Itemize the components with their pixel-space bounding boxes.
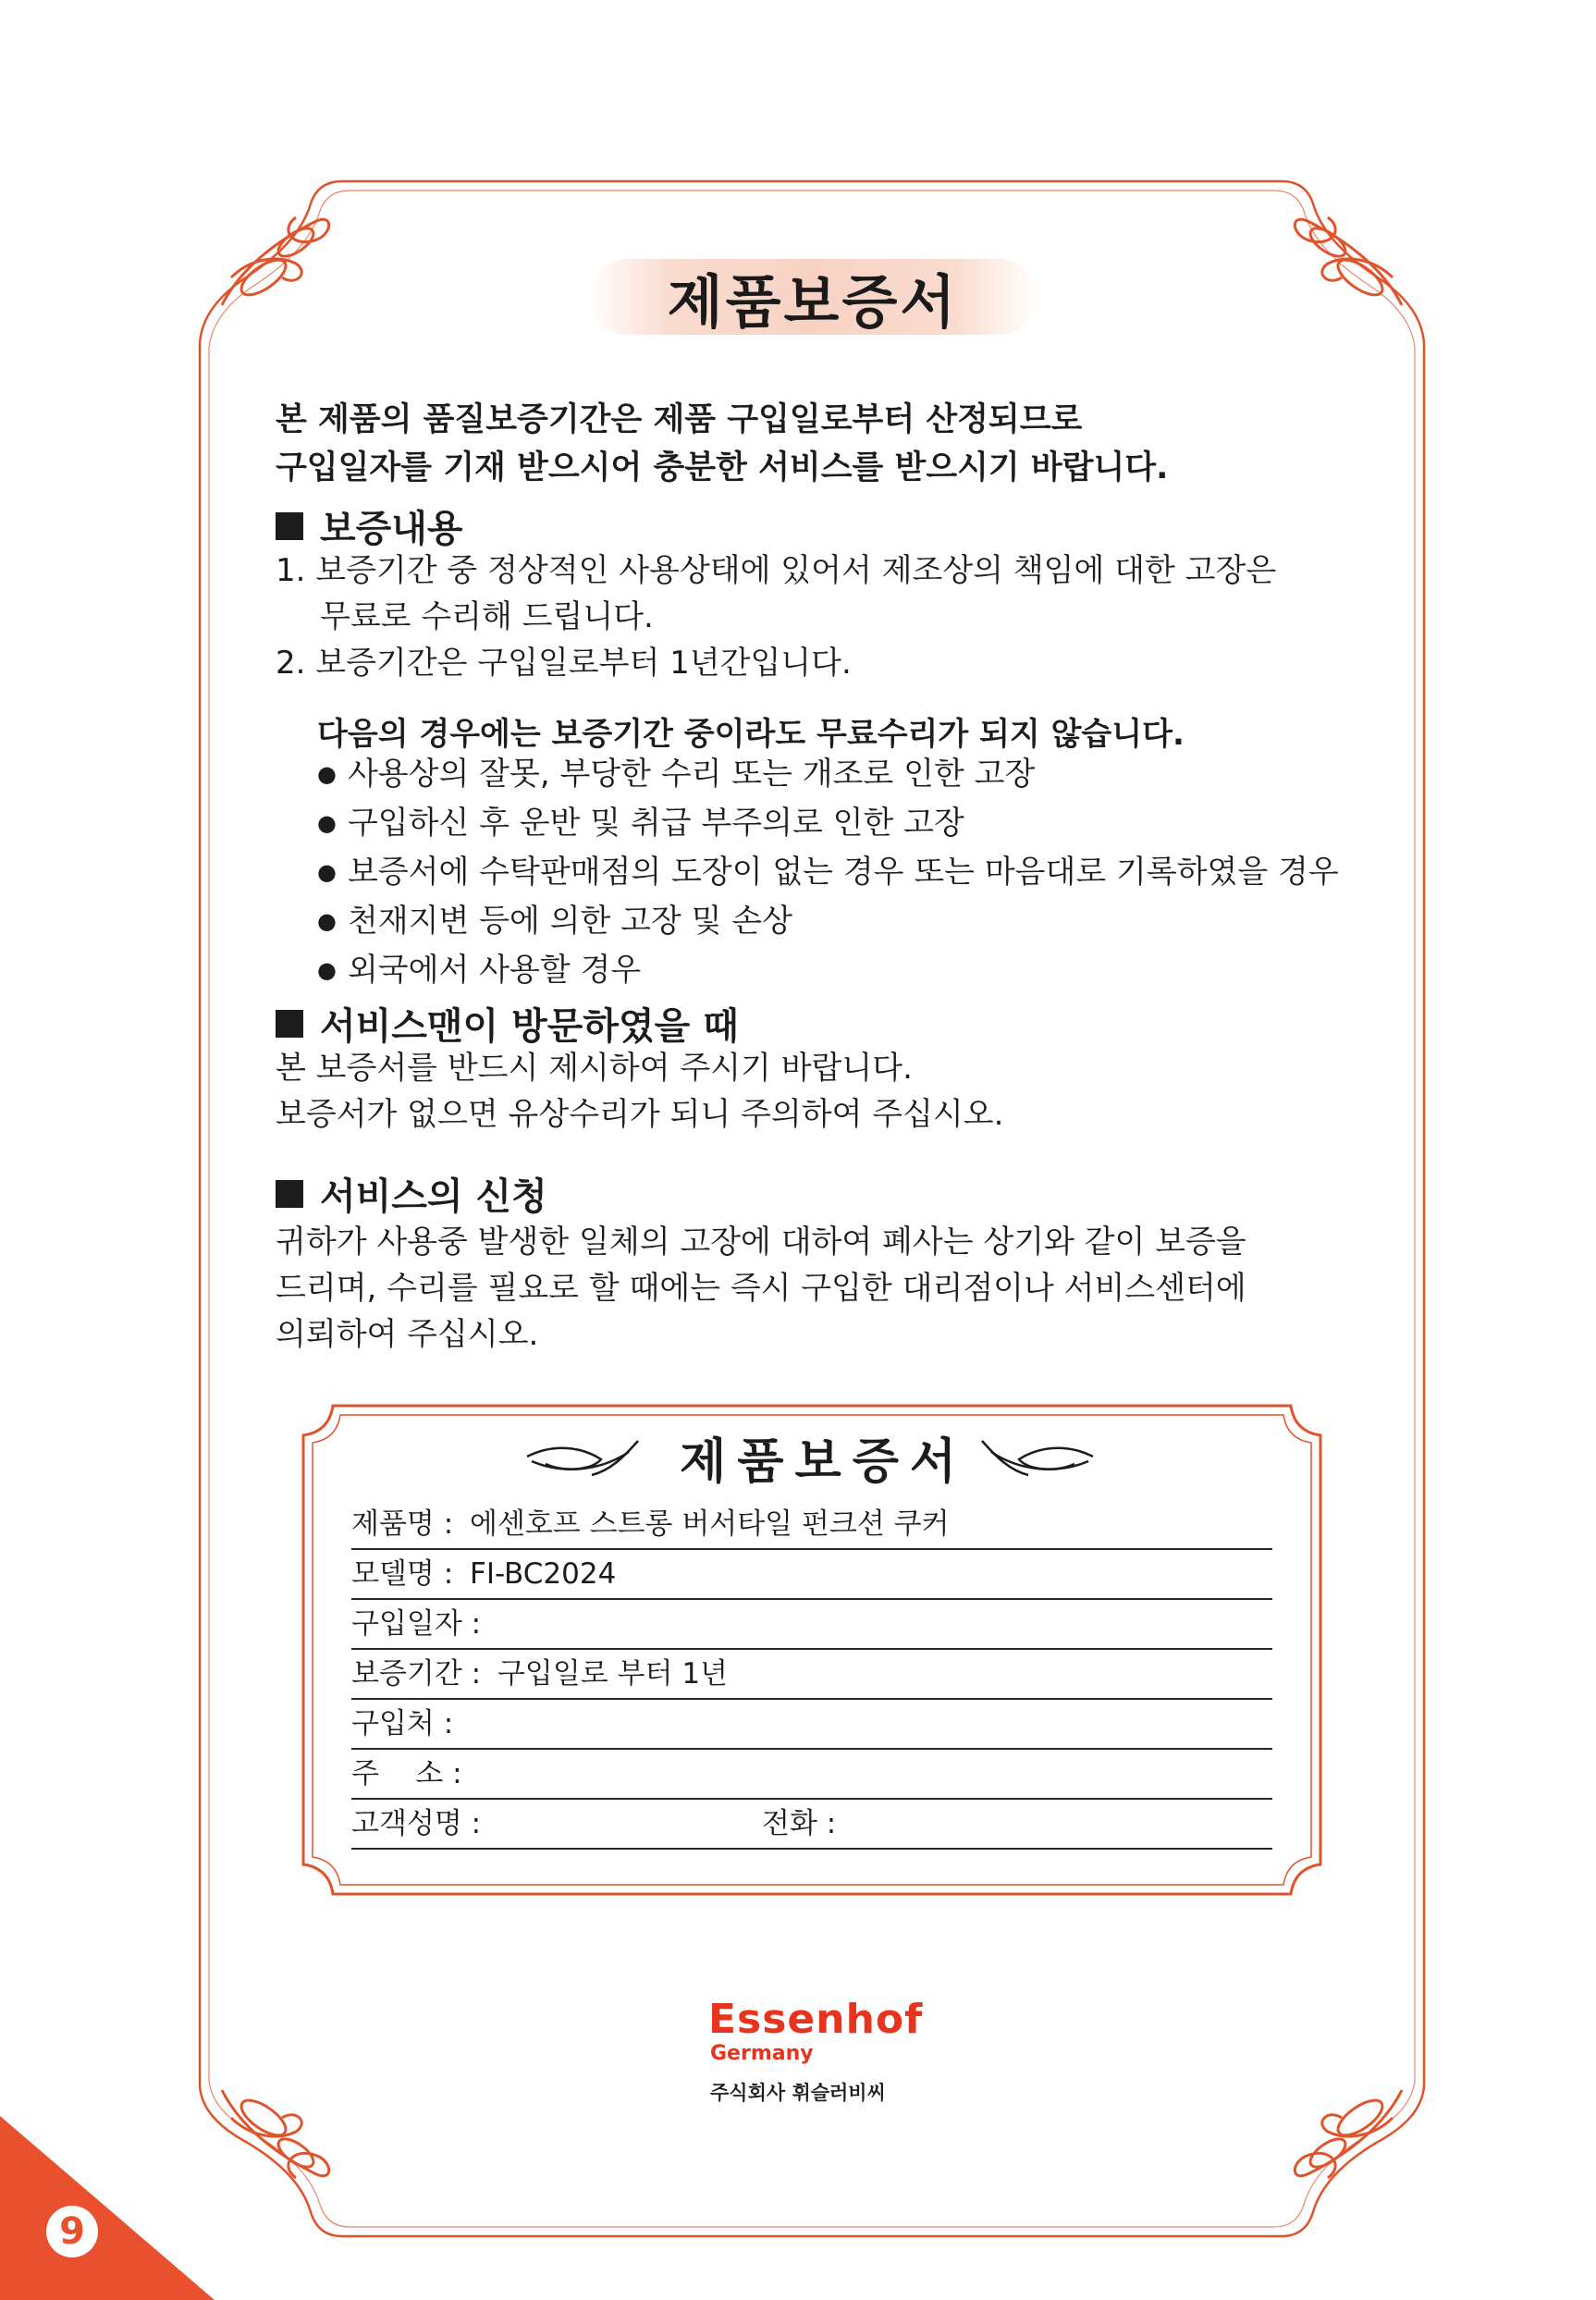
service-request-line-3: 의뢰하여 주십시오. bbox=[276, 1316, 539, 1353]
page-title: 제품보증서 bbox=[667, 267, 959, 336]
square-bullet-icon bbox=[276, 1180, 303, 1208]
form-row-address bbox=[351, 1750, 1272, 1800]
title-ornament-left bbox=[527, 1441, 638, 1475]
intro-text bbox=[276, 396, 1168, 492]
form-row-place bbox=[351, 1700, 1272, 1750]
warranty-item-2: 2. 보증기간은 구입일로부터 1년간입니다. bbox=[276, 645, 852, 682]
service-visit-text bbox=[276, 1045, 1003, 1138]
warranty-item-1-cont: 무료로 수리해 드립니다. bbox=[320, 598, 654, 635]
form-row-product bbox=[351, 1500, 1272, 1550]
warranty-item-1: 1. 보증기간 중 정상적인 사용상태에 있어서 제조상의 책임에 대한 고장은 bbox=[276, 552, 1277, 589]
exclusions-heading: 다음의 경우에는 보증기간 중이라도 무료수리가 되지 않습니다. bbox=[317, 716, 1185, 753]
title-banner bbox=[589, 259, 1037, 335]
corner-flourish-top-left bbox=[222, 217, 329, 305]
address-label: 주 소 : bbox=[351, 1757, 462, 1790]
warranty-period-value: 구입일로 부터 1년 bbox=[497, 1657, 729, 1691]
service-request-text bbox=[276, 1219, 1246, 1358]
exclusion-item: ● 보증서에 수탁판매점의 도장이 없는 경우 또는 마음대로 기록하였을 경우 bbox=[317, 849, 1339, 898]
square-bullet-icon bbox=[276, 512, 303, 540]
exclusion-item: ● 구입하신 후 운반 및 취급 부주의로 인한 고장 bbox=[317, 800, 1339, 849]
service-visit-line-2: 보증서가 없으면 유상수리가 되니 주의하여 주십시오. bbox=[276, 1096, 1004, 1133]
card-title: 제품보증서 bbox=[680, 1433, 968, 1490]
model-label: 모델명 : bbox=[351, 1557, 454, 1591]
corner-flourish-top-right bbox=[1295, 217, 1402, 305]
brand-country: Germany bbox=[710, 2042, 814, 2065]
purchase-date-label: 구입일자 : bbox=[351, 1607, 482, 1641]
warranty-list bbox=[276, 547, 1276, 686]
brand-name: Essenhof bbox=[708, 1996, 924, 2043]
page-corner-triangle bbox=[0, 2116, 215, 2300]
phone-label: 전화 : bbox=[762, 1807, 837, 1840]
service-request-heading: 서비스의 신청 bbox=[276, 1167, 547, 1220]
form-row-purchase-date bbox=[351, 1600, 1272, 1650]
corner-flourish-bottom-right bbox=[1295, 2090, 1402, 2178]
service-visit-heading: 서비스맨이 방문하였을 때 bbox=[276, 997, 739, 1050]
model-value: FI-BC2024 bbox=[470, 1557, 617, 1591]
title-ornament-right bbox=[982, 1441, 1093, 1475]
intro-line-1: 본 제품의 품질보증기간은 제품 구입일로부터 산정되므로 bbox=[276, 401, 1083, 438]
intro-line-2: 구입일자를 기재 받으시어 충분한 서비스를 받으시기 바랍니다. bbox=[276, 449, 1169, 486]
exclusions-list bbox=[317, 751, 1339, 996]
service-visit-line-1: 본 보증서를 반드시 제시하여 주시기 바랍니다. bbox=[276, 1050, 913, 1087]
exclusion-item: ● 천재지변 등에 의한 고장 및 손상 bbox=[317, 898, 1339, 947]
exclusion-item: ● 사용상의 잘못, 부당한 수리 또는 개조로 인한 고장 bbox=[317, 751, 1339, 800]
form-row-model bbox=[351, 1550, 1272, 1600]
customer-label: 고객성명 : bbox=[351, 1807, 482, 1840]
form-row-warranty-period bbox=[351, 1650, 1272, 1700]
product-value: 에센호프 스트롱 버서타일 펀크션 쿠커 bbox=[470, 1507, 950, 1541]
service-request-line-1: 귀하가 사용중 발생한 일체의 고장에 대하여 폐사는 상기와 같이 보증을 bbox=[276, 1224, 1246, 1261]
place-label: 구입처 : bbox=[351, 1707, 454, 1740]
page-number: 9 bbox=[46, 2206, 98, 2257]
square-bullet-icon bbox=[276, 1010, 303, 1038]
form-row-customer bbox=[351, 1800, 1272, 1850]
service-request-line-2: 드리며, 수리를 필요로 할 때에는 즉시 구입한 대리점이나 서비스센터에 bbox=[276, 1270, 1246, 1307]
corner-flourish-bottom-left bbox=[222, 2090, 329, 2178]
exclusion-item: ● 외국에서 사용할 경우 bbox=[317, 947, 1339, 996]
company-logo bbox=[708, 1998, 923, 2107]
product-label: 제품명 : bbox=[351, 1507, 454, 1541]
warranty-section-heading: 보증내용 bbox=[276, 499, 463, 552]
warranty-period-label: 보증기간 : bbox=[351, 1657, 482, 1691]
company-name: 주식회사 휘슬러비씨 bbox=[710, 2082, 886, 2104]
